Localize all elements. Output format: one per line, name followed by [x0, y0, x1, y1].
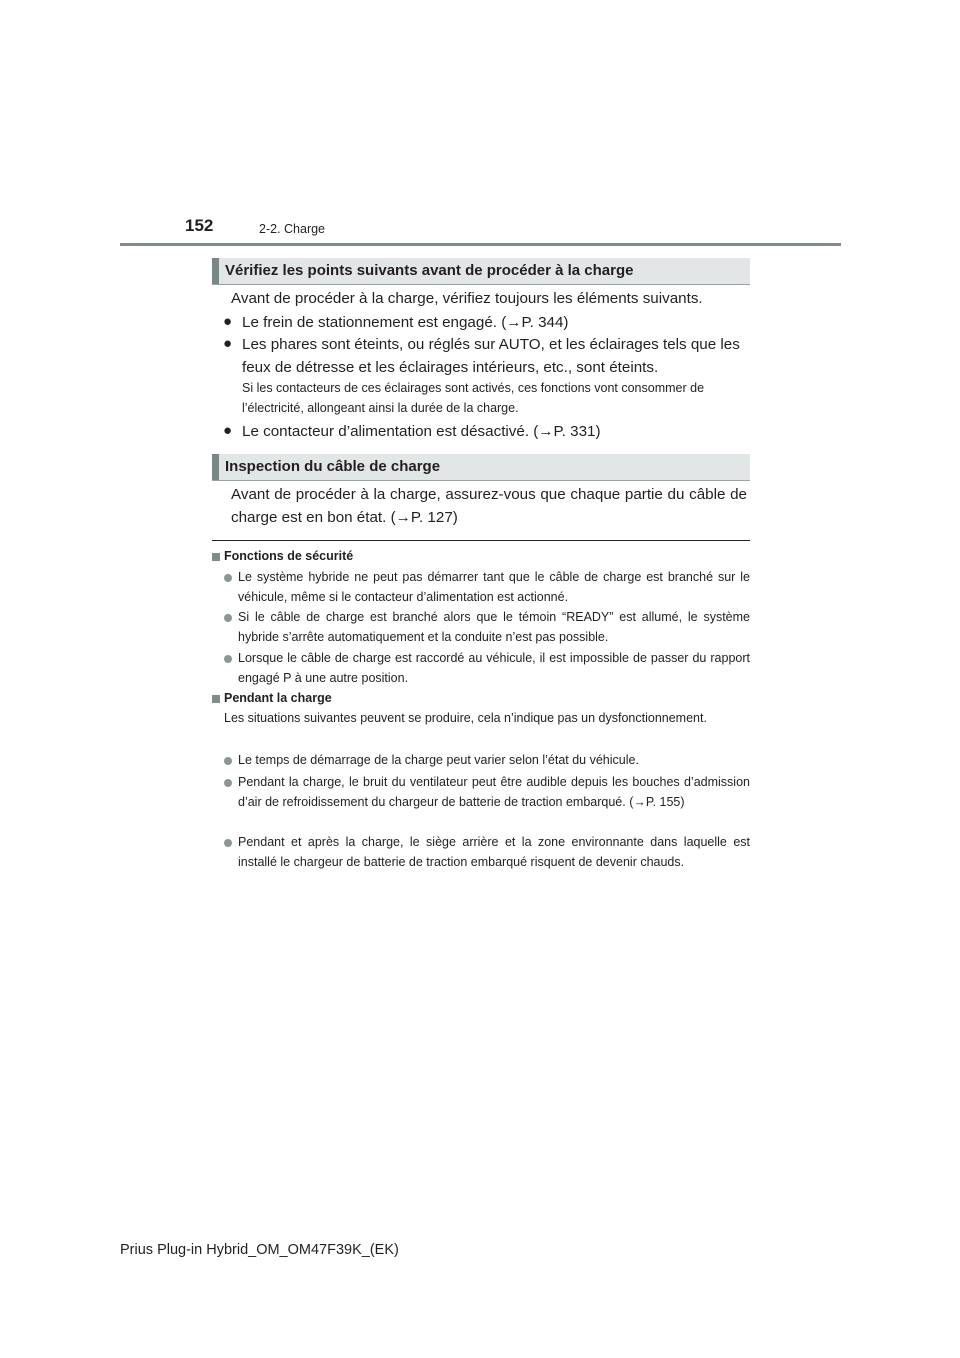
header-rule [120, 243, 841, 246]
square-bullet-icon [212, 553, 220, 561]
bullet-icon [224, 655, 232, 663]
note-item: Lorsque le câble de charge est raccordé au véhicule, il est impossible de passer du rapport engagé P à une autre position. [238, 651, 750, 685]
bullet-icon: ● [223, 422, 233, 439]
bullet-icon: ● [223, 313, 233, 330]
note-item: Pendant et après la charge, le siège arrière et la zone environnante dans laquelle est installé le chargeur de batterie de traction embarqué risquent de devenir chauds. [238, 835, 750, 869]
section-intro: Avant de procéder à la charge, assurez-vous que chaque partie du câble de charge est en bon état. (→P. 127) [231, 486, 747, 526]
bullet-icon [224, 574, 232, 582]
note-intro: Les situations suivantes peuvent se produire, cela n’indique pas un dysfonctionnement. [224, 711, 707, 725]
note-heading-safety: Fonctions de sécurité [224, 549, 354, 563]
banner-rule [212, 284, 750, 285]
bullet-icon [224, 779, 232, 787]
section-banner-checks: Vérifiez les points suivants avant de procéder à la charge [212, 258, 750, 284]
note-item: Si le câble de charge est branché alors que le témoin “READY” est allumé, le système hybride s’arrête automatiquement et la conduite n’est pas possible. [238, 610, 750, 644]
bullet-item: Les phares sont éteints, ou réglés sur AUTO, et les éclairages tels que les feux de détresse et les éclairages intérieurs, etc., sont éteints. [242, 336, 740, 376]
bullet-icon [224, 614, 232, 622]
bullet-icon [224, 839, 232, 847]
section-title: 2-2. Charge [259, 222, 326, 236]
note-item: Le temps de démarrage de la charge peut varier selon l’état du véhicule. [238, 753, 639, 767]
square-bullet-icon [212, 695, 220, 703]
bullet-icon [224, 757, 232, 765]
note-heading-charging: Pendant la charge [224, 691, 332, 705]
note-item: Le système hybride ne peut pas démarrer tant que le câble de charge est branché sur le véhicule, même si le contacteur d’alimentation est actionné. [238, 570, 750, 604]
notes-rule [212, 540, 750, 541]
footer-document-id: Prius Plug-in Hybrid_OM_OM47F39K_(EK) [120, 1242, 399, 1258]
bullet-icon: ● [223, 335, 233, 352]
section-note: Si les contacteurs de ces éclairages sont activés, ces fonctions vont consommer de l’électricité, allongeant ainsi la durée de la charge. [242, 381, 705, 415]
section-banner-inspection: Inspection du câble de charge [212, 454, 750, 480]
bullet-item: Le frein de stationnement est engagé. (→P. 344) [242, 314, 569, 331]
bullet-item: Le contacteur d’alimentation est désactivé. (→P. 331) [242, 423, 601, 440]
banner-rule [212, 480, 750, 481]
section-intro: Avant de procéder à la charge, vérifiez toujours les éléments suivants. [231, 290, 703, 307]
page-number: 152 [185, 216, 214, 235]
note-item: Pendant la charge, le bruit du ventilateur peut être audible depuis les bouches d’admission d’air de refroidissement du chargeur de batterie de traction embarqué. (→P. 155) [238, 775, 750, 809]
